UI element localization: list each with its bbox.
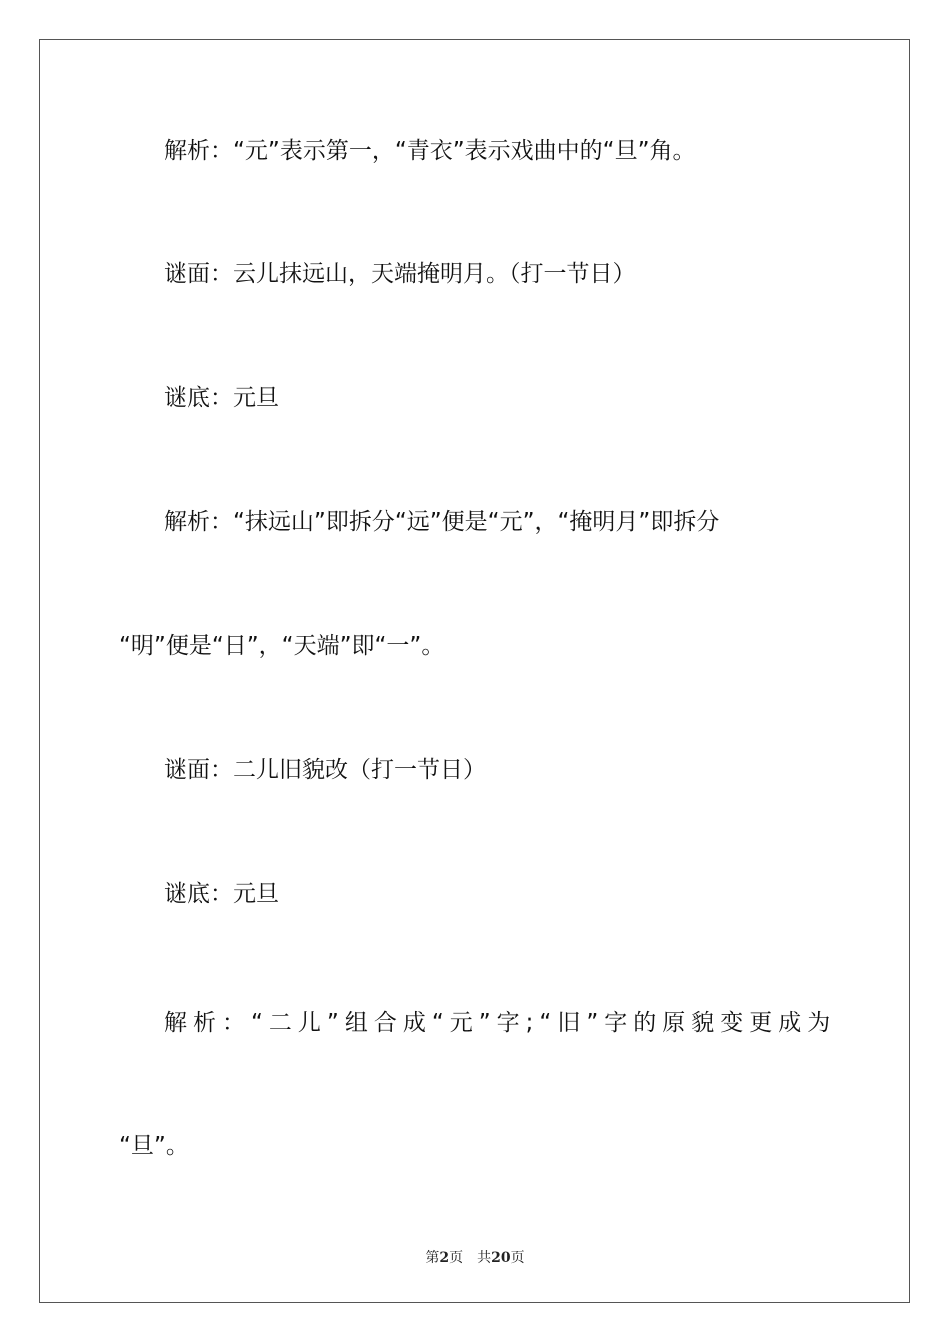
paragraph-analysis-3-line-2: “旦”。 <box>119 1133 189 1159</box>
paragraph-riddle-1: 谜面：云儿抹远山，天端掩明月。（打一节日） <box>164 261 636 287</box>
page-number: 2 <box>439 1250 450 1266</box>
paragraph-riddle-2: 谜面：二儿旧貌改（打一节日） <box>164 757 486 783</box>
paragraph-analysis-2-line-1: 解析：“抹远山”即拆分“远”便是“元”，“掩明月”即拆分 <box>164 509 720 535</box>
paragraph-answer-2: 谜底：元旦 <box>164 881 279 907</box>
paragraph-analysis-2-line-2: “明”便是“日”，“天端”即“一”。 <box>119 633 445 659</box>
page-suffix: 页 <box>449 1250 464 1266</box>
total-pages: 20 <box>491 1250 511 1266</box>
page-footer <box>0 1249 950 1267</box>
total-prefix: 共 <box>477 1250 492 1266</box>
paragraph-answer-1: 谜底：元旦 <box>164 385 279 411</box>
paragraph-analysis-1: 解析：“元”表示第一，“青衣”表示戏曲中的“旦”角。 <box>164 138 696 164</box>
paragraph-analysis-3-line-1: 解析：“二儿”组合成“元”字;“旧”字的原貌变更成为 <box>164 1010 837 1036</box>
total-suffix: 页 <box>510 1250 525 1266</box>
page-prefix: 第 <box>425 1250 440 1266</box>
page-border <box>39 39 910 1303</box>
